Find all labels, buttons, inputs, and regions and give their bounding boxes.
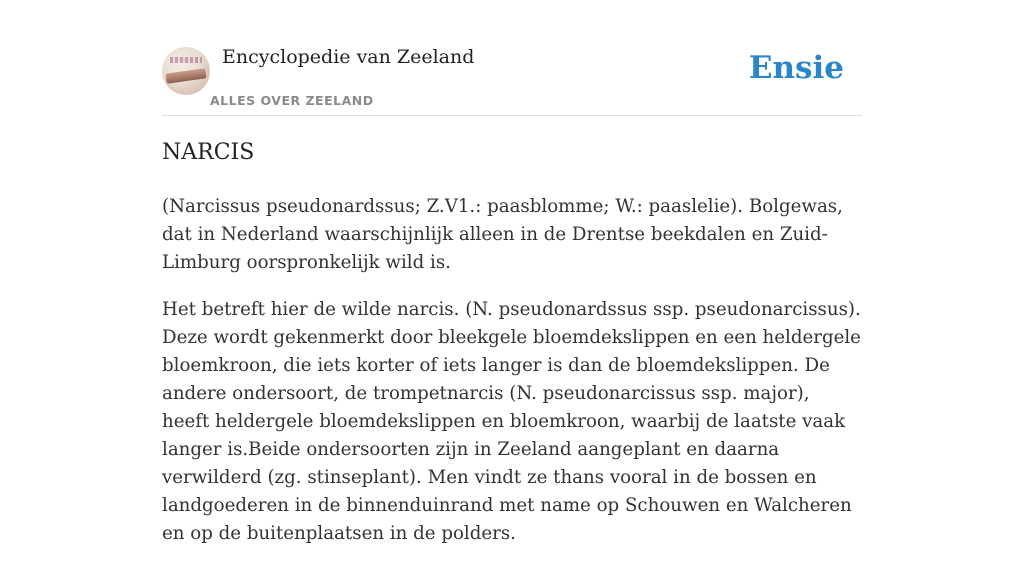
book-pages-graphic (170, 57, 202, 63)
article-body (162, 193, 862, 567)
article-paragraph: Het betreft hier de wilde narcis. (N. pseudonardssus ssp. pseudonarcissus). Deze wordt gekenmerkt door bleekgele bloemdekslippen en een heldergele bloemkroon, die iets korter of iets langer is dan de bloemdekslippen. De andere ondersoort, de trompetnarcis (N. pseudonarcissus ssp. major), heeft heldergele bloemdekslippen en bloemkroon, waarbij de laatste vaak langer is.Beide ondersoorten zijn in Zeeland aangeplant en daarna verwilderd (zg. stinseplant). Men vindt ze thans vooral in de bossen en landgoederen in de binnenduinrand met name op Schouwen en Walcheren en op de buitenplaatsen in de polders. (162, 299, 861, 544)
brand-logo[interactable]: Ensie (748, 50, 844, 86)
site-tagline: ALLES OVER ZEELAND (210, 93, 374, 108)
book-spine-graphic (165, 68, 206, 83)
article-title: NARCIS (162, 140, 255, 165)
article-paragraph: (Narcissus pseudonardssus; Z.V1.: paasblomme; W.: paaslelie). Bolgewas, dat in Nederland waarschijnlijk alleen in de Drentse beekdalen en Zuid-Limburg oorspronkelijk wild is. (162, 196, 843, 273)
site-header (162, 0, 862, 116)
site-logo-avatar[interactable] (162, 47, 210, 95)
site-title[interactable]: Encyclopedie van Zeeland (222, 46, 475, 68)
